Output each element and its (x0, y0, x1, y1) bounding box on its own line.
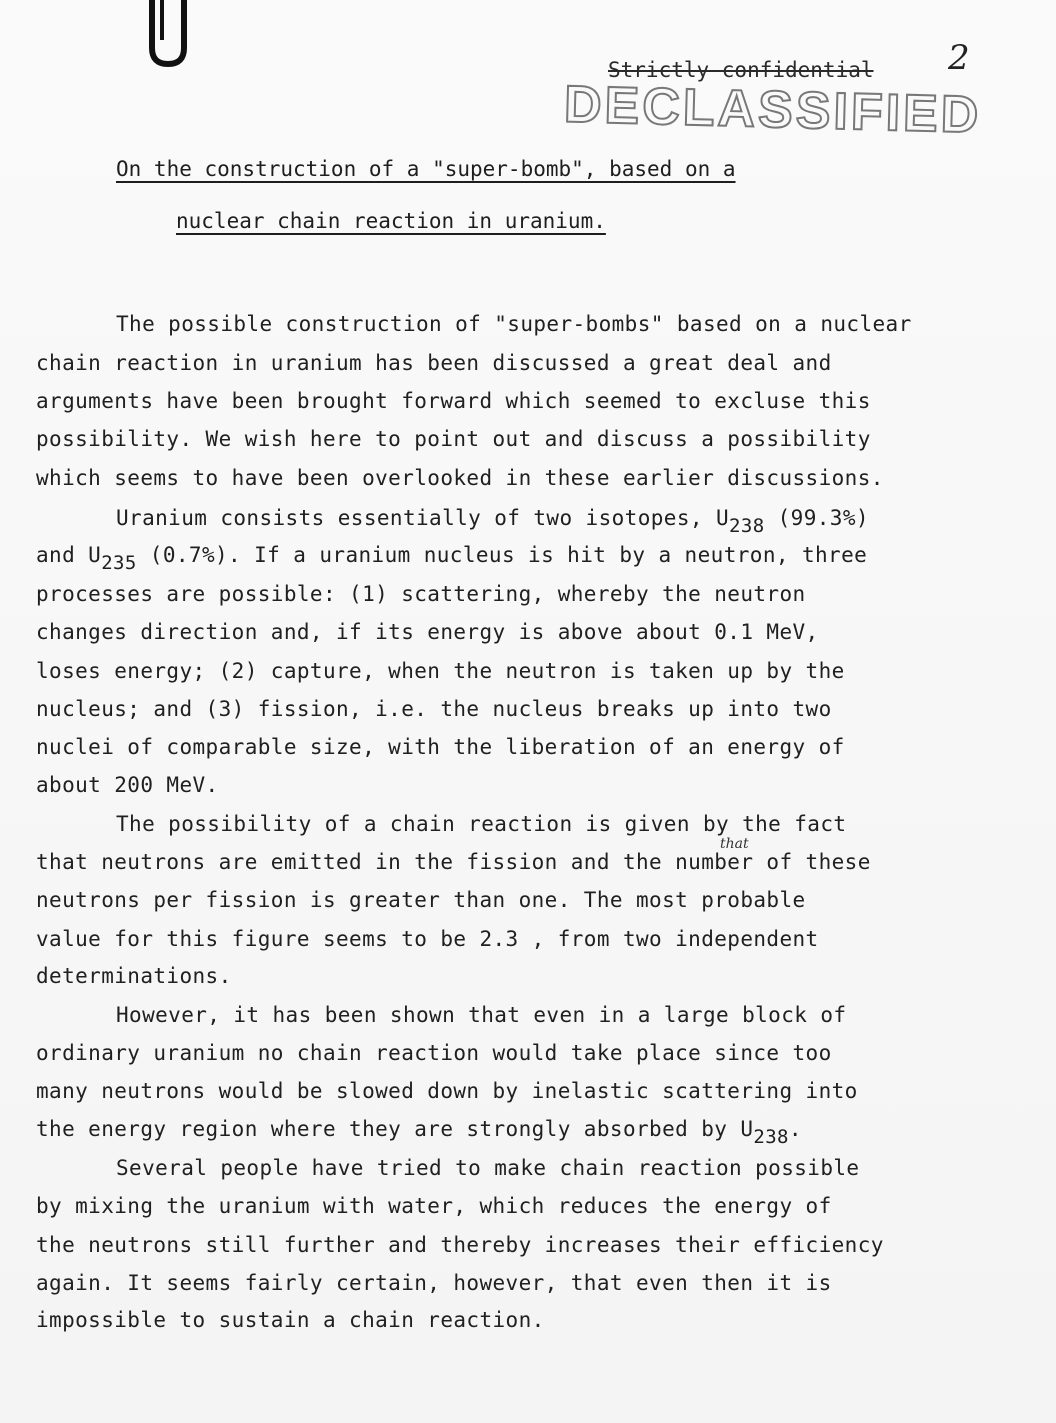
body-line: processes are possible: (1) scattering, whereby the neutron (36, 582, 806, 606)
body-line: loses energy; (2) capture, when the neutron is taken up by the (36, 659, 845, 683)
body-line: impossible to sustain a chain reaction. (36, 1308, 545, 1332)
body-line: nuclei of comparable size, with the liberation of an energy of (36, 735, 845, 759)
body-line: value for this figure seems to be 2.3 , from two independent (36, 927, 819, 951)
body-line: the neutrons still further and thereby increases their efficiency (36, 1233, 884, 1257)
body-text-fragment: and U (36, 543, 102, 567)
page-number: 2 (948, 38, 970, 78)
body-line (116, 506, 869, 537)
body-line: by mixing the uranium with water, which reduces the energy of (36, 1194, 832, 1218)
body-line: many neutrons would be slowed down by inelastic scattering into (36, 1079, 858, 1103)
body-line: about 200 MeV. (36, 773, 219, 797)
body-text-fragment: (0.7%). If a uranium nucleus is hit by a neutron, three (136, 543, 868, 567)
struck-classification: Strictly confidential (608, 58, 874, 82)
body-line: which seems to have been overlooked in these earlier discussions. (36, 466, 884, 490)
body-line: The possible construction of "super-bombs" based on a nuclear (116, 312, 912, 336)
body-line (36, 543, 868, 574)
body-line: nucleus; and (3) fission, i.e. the nucleus breaks up into two (36, 697, 832, 721)
body-text-fragment: (99.3%) (764, 506, 869, 530)
document-title-line-1: On the construction of a "super-bomb", based on a (116, 157, 736, 181)
body-text-fragment: Uranium consists essentially of two isotopes, U (116, 506, 730, 530)
body-line: determinations. (36, 964, 232, 988)
body-line: changes direction and, if its energy is above about 0.1 MeV, (36, 620, 819, 644)
body-line (36, 1117, 802, 1148)
body-line: neutrons per fission is greater than one. The most probable (36, 888, 806, 912)
body-text-fragment: the energy region where they are strongly absorbed by U (36, 1117, 754, 1141)
declassified-stamp: DECLASSIFIED (563, 75, 983, 145)
isotope-subscript: 238 (729, 515, 765, 537)
body-line: that neutrons are emitted in the fission and the number of these (36, 850, 871, 874)
body-line: again. It seems fairly certain, however, that even then it is (36, 1271, 832, 1295)
isotope-subscript: 238 (753, 1126, 789, 1148)
document-title-line-2: nuclear chain reaction in uranium. (176, 209, 606, 233)
body-text-fragment: . (788, 1117, 802, 1141)
body-line: arguments have been brought forward which seemed to excluse this (36, 389, 871, 413)
handwritten-insert: that (720, 836, 749, 852)
body-line: chain reaction in uranium has been discussed a great deal and (36, 351, 832, 375)
isotope-subscript: 235 (101, 552, 137, 574)
body-line: possibility. We wish here to point out and discuss a possibility (36, 427, 871, 451)
paper-clip-icon (140, 0, 200, 70)
body-line: However, it has been shown that even in a large block of (116, 1003, 847, 1027)
body-line: The possibility of a chain reaction is given by the fact (116, 812, 847, 836)
body-line: Several people have tried to make chain reaction possible (116, 1156, 860, 1180)
body-line: ordinary uranium no chain reaction would take place since too (36, 1041, 832, 1065)
